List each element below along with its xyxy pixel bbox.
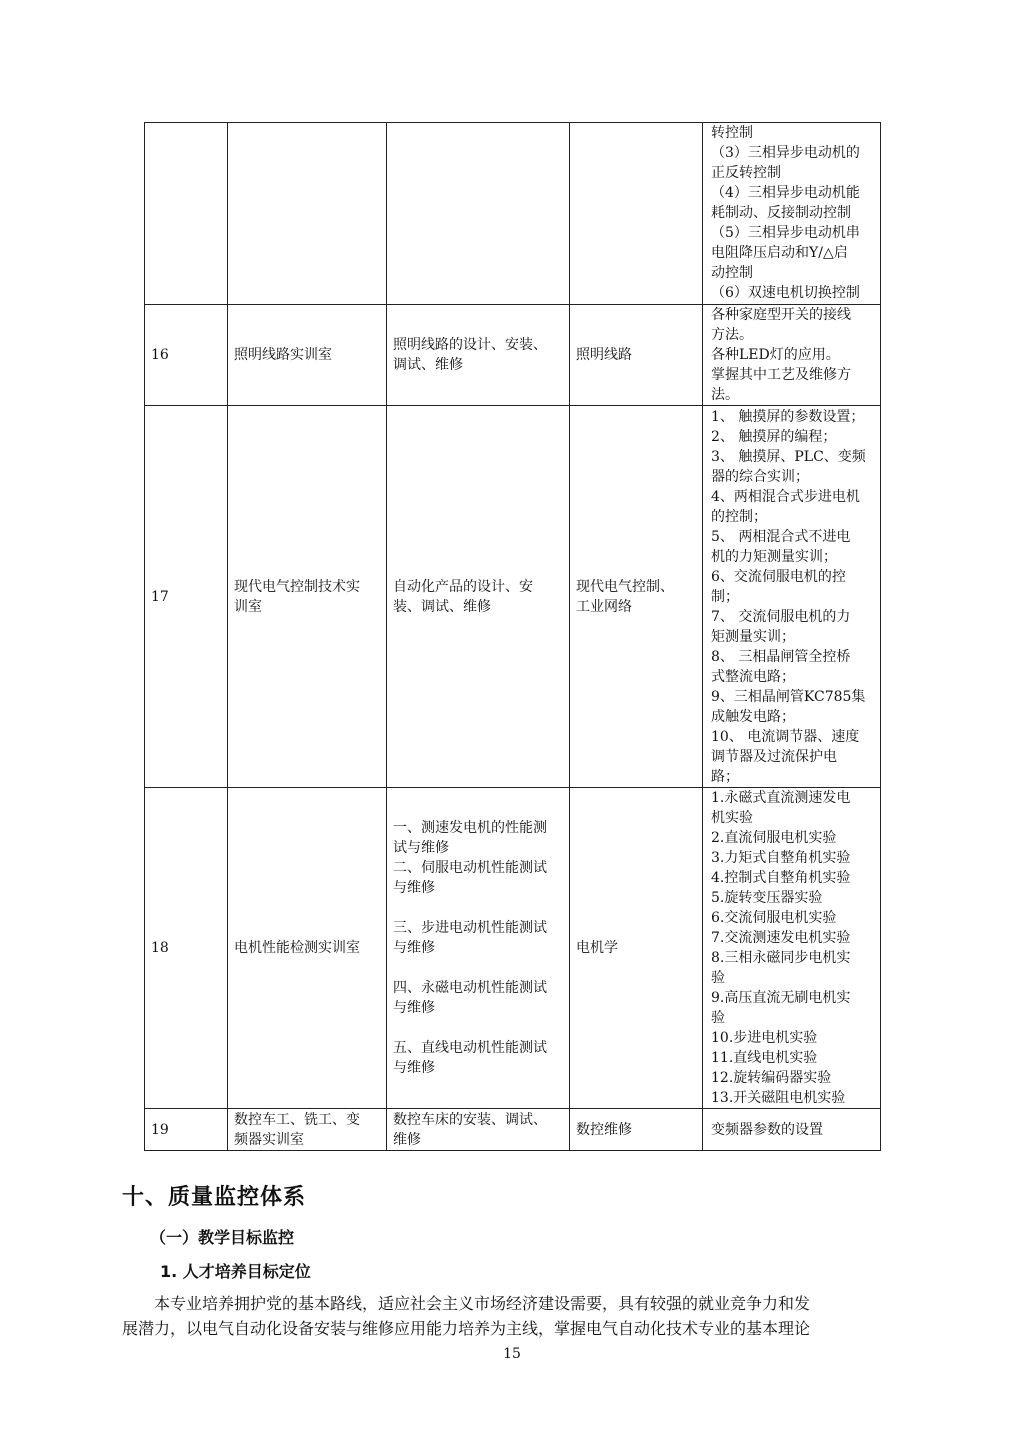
body-paragraph [122,1291,906,1341]
cell-room: 电机性能检测实训室 [228,788,387,1109]
cell-line [393,1018,563,1038]
cell-line: 现代电气控制技术实 [234,578,360,595]
cell-line: 10、 电流调节器、速度 [711,728,860,745]
cell-line: 路； [711,768,739,785]
cell-number: 17 [145,406,228,788]
cell-line: 数控车工、铣工、变 [234,1111,360,1128]
cell-line: 机的力矩测量实训； [711,548,837,565]
cell-line: 11.直线电机实验 [711,1050,818,1066]
cell-number: 19 [145,1109,228,1151]
table-row [145,1109,881,1151]
cell-line: 各种LED灯的应用。 [711,347,840,363]
cell-line: 5、 两相混合式不进电 [711,528,851,545]
cell-line: 5.旋转变压器实验 [711,890,823,906]
cell-line: 2.直流伺服电机实验 [711,830,837,846]
cell-number: 18 [145,788,228,1109]
cell-line: 动控制 [711,265,753,281]
cell-line: 工业网络 [576,598,632,615]
cell-line: （3）三相异步电动机的 [711,145,860,161]
paragraph-line: 展潜力，以电气自动化设备安装与维修应用能力培养为主线，掌握电气自动化技术专业的基本理论 [122,1319,811,1338]
cell-line: 装、调试、维修 [393,598,491,615]
cell-line: 正反转控制 [711,165,781,181]
cell-line: 成触发电路； [711,708,795,725]
cell-line: 与维修 [393,940,435,956]
cell-content [703,788,881,1109]
cell-line: 与维修 [393,1000,435,1016]
cell-line: 13.开关磁阻电机实验 [711,1090,846,1106]
cell-content [703,123,881,305]
cell-line: 验 [711,1010,725,1026]
cell-line: 试与维修 [393,840,449,856]
cell-line: 12.旋转编码器实验 [711,1070,832,1086]
cell-line: 二、伺服电动机性能测试 [393,860,547,876]
cell-room [228,1109,387,1151]
cell-line: 照明线路的设计、安装、 [393,337,547,353]
cell-line: 机实验 [711,810,753,826]
cell-line: 训室 [234,598,262,615]
cell-line: 3、 触摸屏、PLC、变频 [711,448,866,465]
cell-line: 6.交流伺服电机实验 [711,910,837,926]
cell-line: 式整流电路； [711,668,795,685]
cell-line: 8、 三相晶闸管全控桥 [711,648,851,665]
cell-project [387,305,570,406]
cell-project [387,406,570,788]
cell-line: 9、三相晶闸管KC785集 [711,688,866,705]
cell-project [387,123,570,305]
cell-line: 电阻降压启动和Y/△启 [711,245,848,261]
cell-line: 与维修 [393,880,435,896]
cell-project [387,1109,570,1151]
cell-line: 自动化产品的设计、安 [393,578,533,595]
table-row [145,788,881,1109]
cell-line: （4）三相异步电动机能 [711,185,860,201]
table-row [145,123,881,305]
cell-line: 调试、维修 [393,357,463,373]
cell-line: 10.步进电机实验 [711,1030,818,1046]
cell-line [393,958,563,978]
cell-line: 7、 交流伺服电机的力 [711,608,851,625]
subsection-heading: （一）教学目标监控 [150,1228,295,1247]
training-room-table [144,122,881,1151]
cell-line: 3.力矩式自整角机实验 [711,850,851,866]
cell-line: 1、 触摸屏的参数设置； [711,408,865,425]
cell-line: 耗制动、反接制动控制 [711,205,851,221]
cell-line: 6、交流伺服电机的控 [711,568,846,585]
table-row [145,305,881,406]
table-row [145,406,881,788]
cell-line: 五、直线电动机性能测试 [393,1040,547,1056]
cell-content [703,406,881,788]
cell-content [703,1109,881,1151]
section-heading: 十、质量监控体系 [122,1185,307,1210]
cell-line: 频器实训室 [234,1131,304,1148]
cell-line: 矩测量实训； [711,628,795,645]
cell-room [228,406,387,788]
cell-line: 2、 触摸屏的编程； [711,428,837,445]
cell-course: 数控维修 [570,1109,703,1151]
cell-room [228,123,387,305]
cell-line [393,898,563,918]
cell-line: 9.高压直流无刷电机实 [711,990,851,1006]
cell-line: 数控车床的安装、调试、 [393,1111,547,1128]
cell-line: 一、测速发电机的性能测 [393,820,547,836]
cell-course [570,123,703,305]
cell-line: 制； [711,588,739,605]
cell-line: 与维修 [393,1060,435,1076]
cell-line: 方法。 [711,327,753,343]
cell-line: 器的综合实训； [711,468,809,485]
page-number: 15 [503,1346,521,1362]
cell-line: 8.三相永磁同步电机实 [711,950,851,966]
cell-line: 三、步进电动机性能测试 [393,920,547,936]
cell-line: （6）双速电机切换控制 [711,285,860,301]
cell-line: 验 [711,970,725,986]
cell-line: 变频器参数的设置 [711,1121,823,1138]
cell-line: （5）三相异步电动机串 [711,225,860,241]
cell-content [703,305,881,406]
table-body [145,123,881,1151]
cell-line: 4.控制式自整角机实验 [711,870,851,886]
cell-line: 各种家庭型开关的接线 [711,307,851,323]
cell-line: 掌握其中工艺及维修方 [711,367,851,383]
cell-line: 维修 [393,1131,421,1148]
cell-line: 的控制； [711,508,767,525]
cell-line: 转控制 [711,125,753,141]
cell-course [570,406,703,788]
cell-number [145,123,228,305]
cell-line: 1.永磁式直流测速发电 [711,790,851,806]
cell-course: 照明线路 [570,305,703,406]
cell-line: 4、两相混合式步进电机 [711,488,860,505]
cell-line: 7.交流测速发电机实验 [711,930,851,946]
cell-number: 16 [145,305,228,406]
cell-line: 四、永磁电动机性能测试 [393,980,547,996]
cell-line: 现代电气控制、 [576,578,674,595]
cell-line: 调节器及过流保护电 [711,748,837,765]
paragraph-line: 本专业培养拥护党的基本路线，适应社会主义市场经济建设需要，具有较强的就业竞争力和发 [122,1294,811,1313]
cell-room: 照明线路实训室 [228,305,387,406]
cell-project [387,788,570,1109]
cell-line: 法。 [711,387,739,403]
cell-course: 电机学 [570,788,703,1109]
subsubsection-heading: 1. 人才培养目标定位 [160,1262,311,1281]
